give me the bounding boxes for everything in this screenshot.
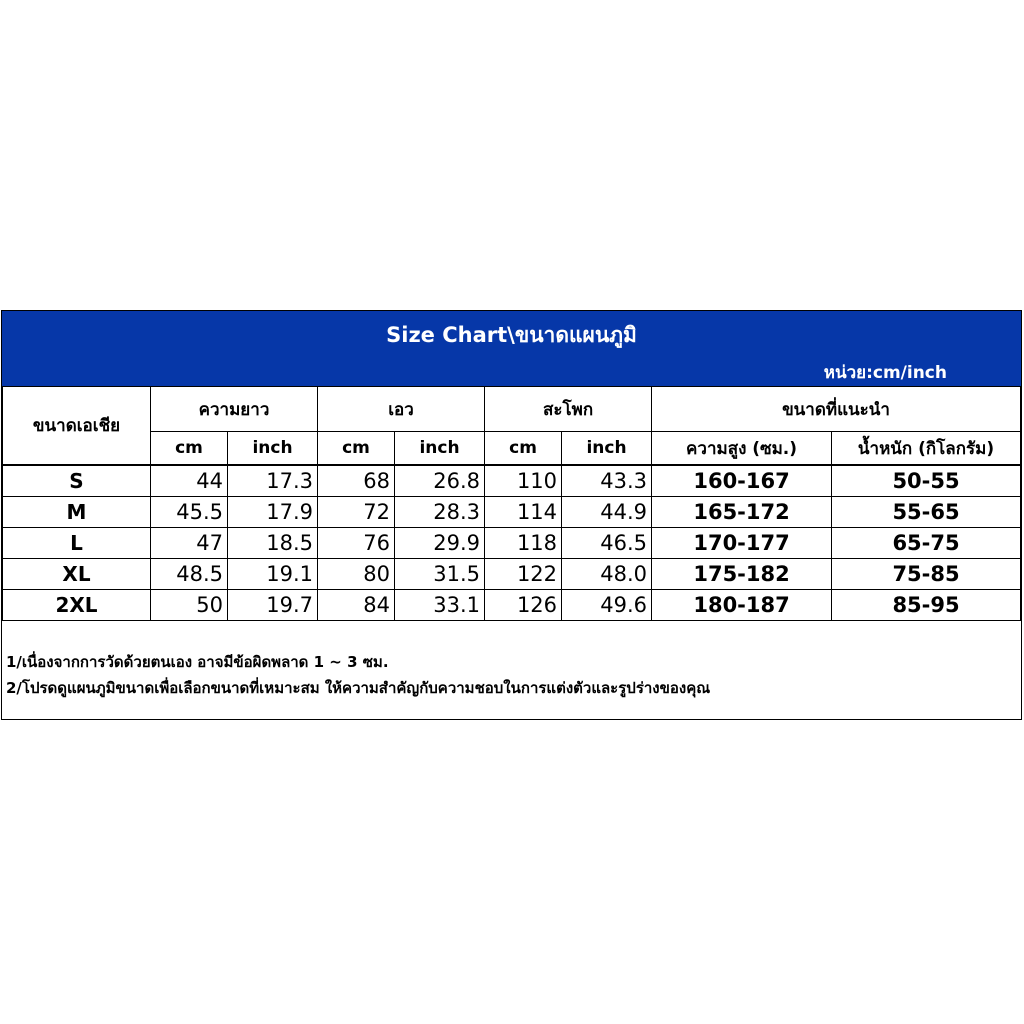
size-chart: [1, 310, 1022, 720]
weight-cell: 75-85: [832, 558, 1021, 589]
hip-inch-cell: 44.9: [562, 496, 652, 527]
size-cell: S: [3, 465, 151, 496]
waist-cm-cell: 80: [318, 558, 395, 589]
waist-cm-cell: 84: [318, 589, 395, 620]
hip-inch-cell: 43.3: [562, 465, 652, 496]
chart-title: Size Chart\ขนาดแผนภูมิ: [386, 323, 637, 347]
length-cm-cell: 45.5: [151, 496, 228, 527]
size-table: [2, 386, 1021, 621]
length-inch-cell: 19.7: [228, 589, 318, 620]
hip-cm-cell: 114: [485, 496, 562, 527]
height-cell: 180-187: [652, 589, 832, 620]
header-waist-cm: cm: [318, 432, 395, 466]
length-cm-cell: 47: [151, 527, 228, 558]
waist-inch-cell: 29.9: [395, 527, 485, 558]
weight-cell: 65-75: [832, 527, 1021, 558]
waist-cm-cell: 68: [318, 465, 395, 496]
size-cell: XL: [3, 558, 151, 589]
header-asia-size: ขนาดเอเชีย: [3, 387, 151, 466]
waist-inch-cell: 31.5: [395, 558, 485, 589]
size-cell: 2XL: [3, 589, 151, 620]
weight-cell: 85-95: [832, 589, 1021, 620]
notes: [2, 621, 1021, 719]
header-hip: สะโพก: [485, 387, 652, 432]
length-inch-cell: 19.1: [228, 558, 318, 589]
note-line: 1/เนื่องจากการวัดด้วยตนเอง อาจมีข้อผิดพลาด 1 ~ 3 ซม.: [6, 652, 389, 671]
hip-inch-cell: 48.0: [562, 558, 652, 589]
hip-cm-cell: 118: [485, 527, 562, 558]
hip-cm-cell: 122: [485, 558, 562, 589]
hip-inch-cell: 46.5: [562, 527, 652, 558]
header-length-inch: inch: [228, 432, 318, 466]
height-cell: 165-172: [652, 496, 832, 527]
size-cell: M: [3, 496, 151, 527]
height-cell: 175-182: [652, 558, 832, 589]
hip-cm-cell: 126: [485, 589, 562, 620]
header-hip-inch: inch: [562, 432, 652, 466]
header-height: ความสูง (ซม.): [652, 432, 832, 466]
header-recommended: ขนาดที่แนะนำ: [652, 387, 1021, 432]
weight-cell: 50-55: [832, 465, 1021, 496]
hip-inch-cell: 49.6: [562, 589, 652, 620]
table-row: [3, 589, 1021, 620]
size-cell: L: [3, 527, 151, 558]
length-cm-cell: 48.5: [151, 558, 228, 589]
table-row: [3, 558, 1021, 589]
table-row: [3, 527, 1021, 558]
length-inch-cell: 17.9: [228, 496, 318, 527]
waist-inch-cell: 26.8: [395, 465, 485, 496]
header-weight: น้ำหนัก (กิโลกรัม): [832, 432, 1021, 466]
header-hip-cm: cm: [485, 432, 562, 466]
length-inch-cell: 18.5: [228, 527, 318, 558]
header-length: ความยาว: [151, 387, 318, 432]
length-inch-cell: 17.3: [228, 465, 318, 496]
table-row: [3, 496, 1021, 527]
height-cell: 160-167: [652, 465, 832, 496]
waist-cm-cell: 72: [318, 496, 395, 527]
hip-cm-cell: 110: [485, 465, 562, 496]
height-cell: 170-177: [652, 527, 832, 558]
header-length-cm: cm: [151, 432, 228, 466]
note-line: 2/โปรดดูแผนภูมิขนาดเพื่อเลือกขนาดที่เหมาะสม ให้ความสำคัญกับความชอบในการแต่งตัวและรูปร่างของคุณ: [6, 678, 711, 697]
length-cm-cell: 50: [151, 589, 228, 620]
title-banner: [2, 311, 1021, 386]
length-cm-cell: 44: [151, 465, 228, 496]
weight-cell: 55-65: [832, 496, 1021, 527]
header-waist-inch: inch: [395, 432, 485, 466]
waist-cm-cell: 76: [318, 527, 395, 558]
waist-inch-cell: 28.3: [395, 496, 485, 527]
unit-label: หน่วย:cm/inch: [823, 363, 947, 383]
table-row: [3, 465, 1021, 496]
waist-inch-cell: 33.1: [395, 589, 485, 620]
header-waist: เอว: [318, 387, 485, 432]
